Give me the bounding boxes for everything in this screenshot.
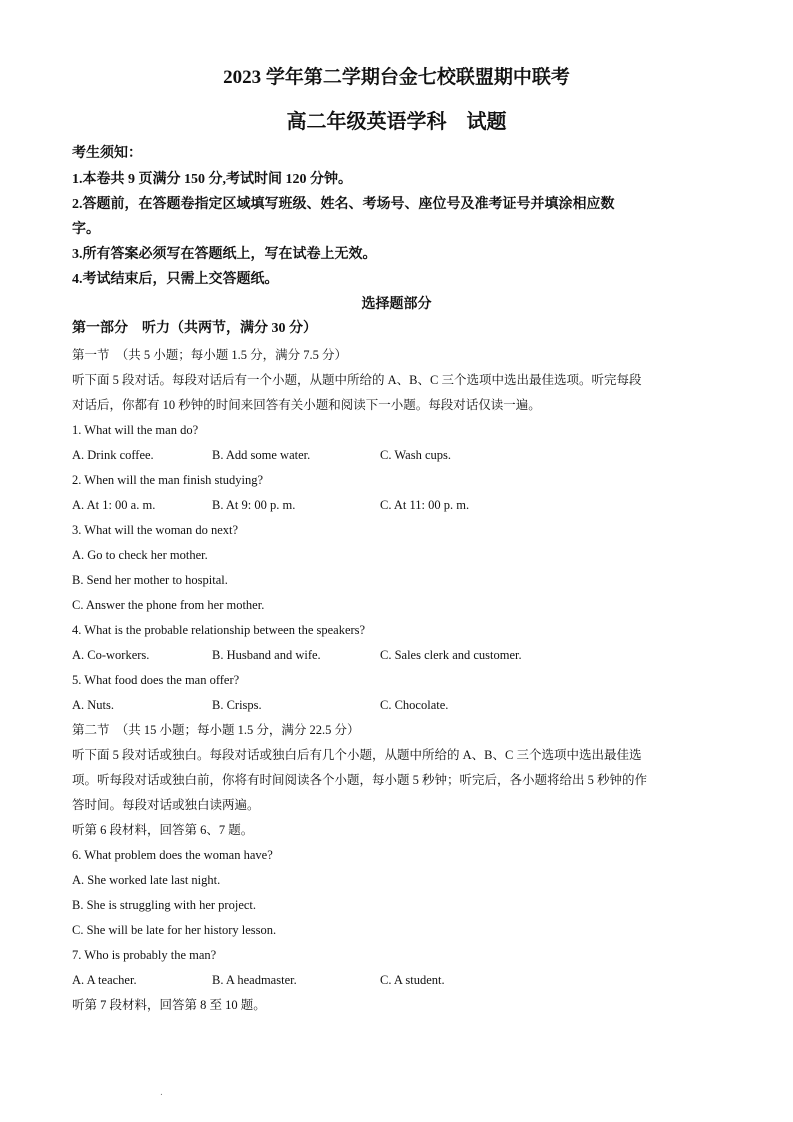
section-title: 选择题部分	[361, 297, 432, 312]
material-6-heading: 听第 6 段材料，回答第 6、7 题。	[72, 823, 254, 837]
question-3-option-b: B. Send her mother to hospital.	[72, 573, 228, 587]
question-6-option-b: B. She is struggling with her project.	[72, 898, 257, 912]
section2-instructions-3: 答时间。每段对话或独白读两遍。	[72, 798, 260, 812]
scan-mark: .	[160, 1088, 163, 1098]
notice-item-2: 2.答题前，在答题卷指定区域填写班级、姓名、考场号、座位号及准考证号并填涂相应数	[72, 197, 615, 212]
question-1-option-a: A. Drink coffee.	[72, 448, 154, 462]
notice-item-4: 4.考试结束后，只需上交答题纸。	[72, 272, 279, 287]
notice-item-1: 1.本卷共 9 页满分 150 分,考试时间 120 分钟。	[72, 172, 352, 187]
question-7-option-a: A. A teacher.	[72, 973, 137, 987]
question-7-stem: 7. Who is probably the man?	[72, 948, 217, 962]
notice-item-3: 3.所有答案必须写在答题纸上，写在试卷上无效。	[72, 247, 377, 262]
notice-heading: 考生须知：	[72, 146, 142, 161]
question-5-option-b: B. Crisps.	[212, 698, 262, 712]
material-7-heading: 听第 7 段材料，回答第 8 至 10 题。	[72, 998, 266, 1012]
question-4-option-a: A. Co-workers.	[72, 648, 150, 662]
section2-instructions-2: 项。听每段对话或独白前，你将有时间阅读各个小题，每小题 5 秒钟；听完后，各小题将给出 5 秒钟的作	[72, 773, 648, 787]
section1-instructions-1: 听下面 5 段对话。每段对话后有一个小题，从题中所给的 A、B、C 三个选项中选出最佳选项。听完每段	[72, 373, 642, 387]
question-6-stem: 6. What problem does the woman have?	[72, 848, 273, 862]
question-1-stem: 1. What will the man do?	[72, 423, 199, 437]
question-4-option-b: B. Husband and wife.	[212, 648, 321, 662]
question-2-option-b: B. At 9: 00 p. m.	[212, 498, 296, 512]
question-4-stem: 4. What is the probable relationship between the speakers?	[72, 623, 366, 637]
question-5-option-a: A. Nuts.	[72, 698, 115, 712]
exam-subtitle: 高二年级英语学科 试题	[286, 111, 507, 133]
section1-instructions-2: 对话后，你都有 10 秒钟的时间来回答有关小题和阅读下一小题。每段对话仅读一遍。	[72, 398, 541, 412]
question-6-option-a: A. She worked late last night.	[72, 873, 221, 887]
question-2-option-c: C. At 11: 00 p. m.	[380, 498, 470, 512]
question-5-option-c: C. Chocolate.	[380, 698, 449, 712]
part1-title: 第一部分 听力（共两节，满分 30 分）	[72, 321, 317, 336]
question-2-option-a: A. At 1: 00 a. m.	[72, 498, 156, 512]
question-7-option-c: C. A student.	[380, 973, 445, 987]
exam-title: 2023 学年第二学期台金七校联盟期中联考	[223, 67, 570, 88]
question-3-option-a: A. Go to check her mother.	[72, 548, 208, 562]
question-6-option-c: C. She will be late for her history lesson.	[72, 923, 277, 937]
section2-instructions-1: 听下面 5 段对话或独白。每段对话或独白后有几个小题，从题中所给的 A、B、C 三个选项中选出最佳选	[72, 748, 642, 762]
question-3-stem: 3. What will the woman do next?	[72, 523, 239, 537]
question-2-stem: 2. When will the man finish studying?	[72, 473, 264, 487]
section2-title: 第二节 （共 15 小题；每小题 1.5 分，满分 22.5 分）	[72, 723, 360, 737]
question-4-option-c: C. Sales clerk and customer.	[380, 648, 522, 662]
section1-title: 第一节 （共 5 小题；每小题 1.5 分，满分 7.5 分）	[72, 348, 348, 362]
notice-item-2-cont: 字。	[72, 222, 100, 237]
question-1-option-b: B. Add some water.	[212, 448, 311, 462]
question-5-stem: 5. What food does the man offer?	[72, 673, 240, 687]
question-7-option-b: B. A headmaster.	[212, 973, 297, 987]
question-3-option-c: C. Answer the phone from her mother.	[72, 598, 265, 612]
question-1-option-c: C. Wash cups.	[380, 448, 451, 462]
